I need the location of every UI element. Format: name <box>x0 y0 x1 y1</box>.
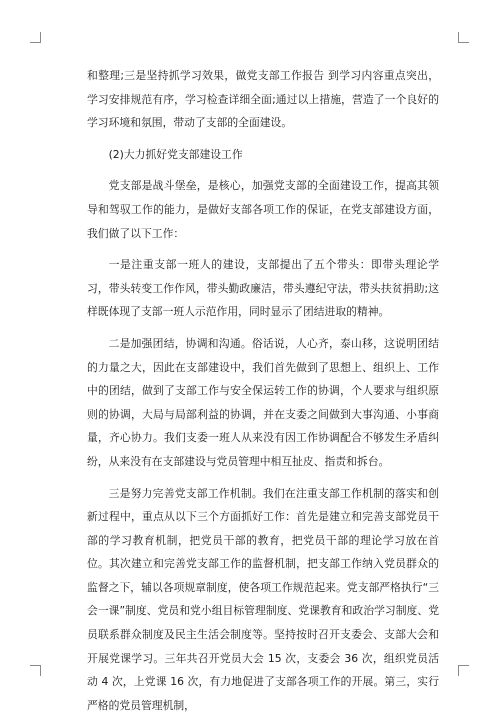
paragraph-continuation: 和整理;三是坚持抓学习效果，做党支部工作报告 到学习内容重点突出，学习安排规范有序，学习检查详细全面;通过以上措施，营造了一个良好的学习环境和氛围，带动了支部的全面建设。 <box>87 69 439 130</box>
paragraph-point-two: 二是加强团结，协调和沟通。俗话说，人心齐，泰山移，这说明团结的力量之大，因此在支部建设中，我们首先做到了思想上、组织上、工作中的团结，做到了支部工作与安全保运转工作的协调，个人要求与组织原则的协调，大局与局部利益的协调，并在支委之间做到大事沟通、小事商量，齐心协力。我们支委一班人从来没有因工作协调配合不够发生矛盾纠纷，从来没有在支部建设与党员管理中相互扯皮、指责和拆台。 <box>87 336 439 468</box>
document-body <box>87 64 439 725</box>
crop-mark-bottom-left <box>30 665 41 676</box>
section-heading: (2)大力抓好党支部建设工作 <box>108 147 243 161</box>
paragraph-point-three: 三是努力完善党支部工作机制。我们在注重支部工作机制的落实和创新过程中，重点从以下三个方面抓好工作：首先是建立和完善支部党员干部的学习教育机制，把党员干部的教育，把党员干部的理论学习放在首位。其次建立和完善党支部工作的监督机制，把支部工作纳入党员群众的监督之下，辅以各项规章制度，使各项工作规范起来。党支部严格执行“三会一课”制度、党员和党小组目标管理制度、党课教育和政治学习制度、党员联系群众制度及民主生活会制度等。坚持按时召开支委会、支部大会和开展党课学习。三年共召开党员大会 15 次，支委会 36 次，组织党员活动 4 次，上党课 16 次，有力地促进了支部各项工作的开展。第三，实行严格的党员管理机制， <box>87 486 439 712</box>
crop-mark-bottom-right <box>458 665 469 676</box>
paragraph-point-one: 一是注重支部一班人的建设，支部提出了五个带头：即带头理论学习，带头转变工作作风，带头勤政廉洁，带头遵纪守法，带头扶贫捐助;这样既体现了支部一班人示范作用，同时显示了团结进取的精神。 <box>87 258 439 319</box>
crop-mark-top-left <box>30 32 41 43</box>
paragraph-intro: 党支部是战斗堡垒，是核心，加强党支部的全面建设工作，提高其领导和驾驭工作的能力，是做好支部各项工作的保证，在党支部建设方面，我们做了以下工作： <box>87 179 439 240</box>
crop-mark-top-right <box>458 32 469 43</box>
